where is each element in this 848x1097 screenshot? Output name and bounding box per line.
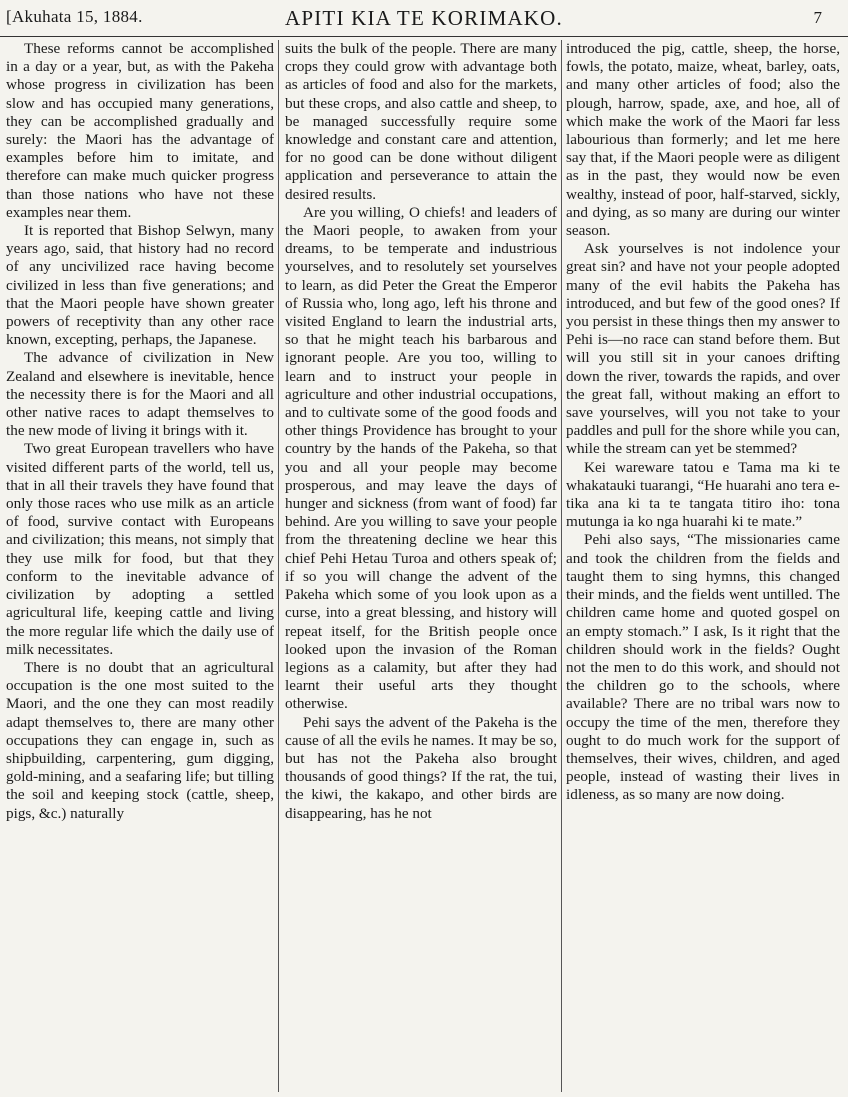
paragraph: Are you willing, O chiefs! and leaders of the Maori people, to awaken from your dreams, to be temperate and industrious yourselves, and to resolutely set yourselves to learn, as did Peter the Great the Emperor of Russia who, long ago, left his throne and visited England to learn the industrial arts, so that he might teach his barbarous and ignorant people. Are you too, willing to learn and to instruct your people in agriculture and other industrial occupations, and to cultivate some of the good foods and other things Providence has brought to your country by the hands of the Pakeha, so that you and all your people may become prosperous, and may leave the days of hunger and sickness (from want of food) far behind. Are you willing to save your people from the threatening decline we hear this chief Pehi Hetau Turoa and others speak of; if so you will change the advent of the Pakeha which some of you look upon as a curse, into a great blessing, and history will repeat itself, for the British people once looked upon the invasion of the Roman legions as a calamity, but after they had learnt their useful arts they thought otherwise. (285, 203, 557, 713)
column-rule-1 (278, 40, 279, 1092)
column-2 (285, 40, 557, 1092)
paragraph: It is reported that Bishop Selwyn, many years ago, said, that history had no record of any uncivilized race having become civilized in less than five generations; and that the Maori people have shown greater powers of receptivity than any other race known, excepting, perhaps, the Japanese. (6, 222, 274, 349)
paragraph: introduced the pig, cattle, sheep, the horse, fowls, the potato, maize, wheat, barley, oats, and many other articles of food; also the plough, harrow, spade, axe, and hoe, all of which make the work of the Maori far less labourious than formerly; and let me here say that, if the Maori people were as diligent as in the past, they would now be even wealthy, instead of poor, half-starved, sickly, and dying, as so many are during our winter season. (566, 40, 840, 240)
paragraph: Pehi also says, “The missionaries came and took the children from the fields and taught them to sing hymns, this changed their minds, and the fields went untilled. The children came home and quoted gospel on an empty stomach.” I ask, Is it right that the children should work in the fields? Ought not the men to do this work, and should not the children go to the schools, where available? There are no tribal wars now to occupy the time of the men, therefore they ought to do much work for the support of themselves, their wives, children, and aged people, instead of wasting their lives in idleness, as so many are now doing. (566, 531, 840, 804)
paragraph: There is no doubt that an agricultural occupation is the one most suited to the Maori, and the one they can most readily adapt themselves to, there are many other occupations they can engage in, such as shipbuilding, carpentering, gum digging, gold-mining, and a seafaring life; but tilling the soil and keeping stock (cattle, sheep, pigs, &c.) naturally (6, 658, 274, 822)
newspaper-title: APITI KIA TE KORIMAKO. (284, 6, 563, 30)
paragraph: suits the bulk of the people. There are many crops they could grow with advantage both as articles of food and also for the markets, but these crops, and also cattle and sheep, to be managed successfully require some knowledge and constant care and attention, for no good can be done without diligent application and perseverance to attain the desired results. (285, 40, 557, 203)
paragraph: Pehi says the advent of the Pakeha is the cause of all the evils he names. It may be so, but has not the Pakeha also brought thousands of good things? If the rat, the tui, the kiwi, the kakapo, and other birds are disappearing, has he not (285, 713, 557, 822)
issue-date: [Akuhata 15, 1884. (6, 7, 143, 26)
column-rule-2 (561, 40, 562, 1092)
column-3 (566, 40, 840, 1092)
paragraph: These reforms cannot be accomplished in a day or a year, but, as with the Pakeha whose progress in civilization has been slow and has occupied many generations, they can be accomplished gradually and surely: the Maori has the advantage of examples before him to imitate, and therefore can make much quicker progress than those nations who have not these examples near them. (6, 40, 274, 221)
paragraph: Two great European travellers who have visited different parts of the world, tell us, that in all their travels they have found that only those races who use milk as an article of food, survive contact with Europeans and civilization; this means, not simply that they use milk for food, but that they conform to the inevitable advance of civilization by adopting a settled agricultural life, keeping cattle and living the more regular life which the daily use of milk necessitates. (6, 440, 274, 658)
paragraph: The advance of civilization in New Zealand and elsewhere is inevitable, hence the necessity there is for the Maori and all other native races to adapt themselves to the new mode of living it brings with it. (6, 349, 274, 440)
page-number: 7 (813, 8, 822, 27)
paragraph: Ask yourselves is not indolence your great sin? and have not your people adopted many of the evil habits the Pakeha has introduced, and but few of the good ones? If you persist in these things then my answer to Pehi is—no race can stand before them. But will you still sit in your canoes drifting down the river, towards the rapids, and over the great fall, without making an effort to save yourselves, will you not take to your paddles and pull for the shore while you can, while the stream can yet be stemmed? (566, 240, 840, 458)
column-1 (6, 40, 274, 1092)
paragraph: Kei wareware tatou e Tama ma ki te whakatauki tuarangi, “He huarahi ano tera e-tika ana ki ta te tangata titiro iho: tona mutunga ia ko nga huarahi ki te mate.” (566, 458, 840, 531)
page-header (0, 0, 848, 37)
